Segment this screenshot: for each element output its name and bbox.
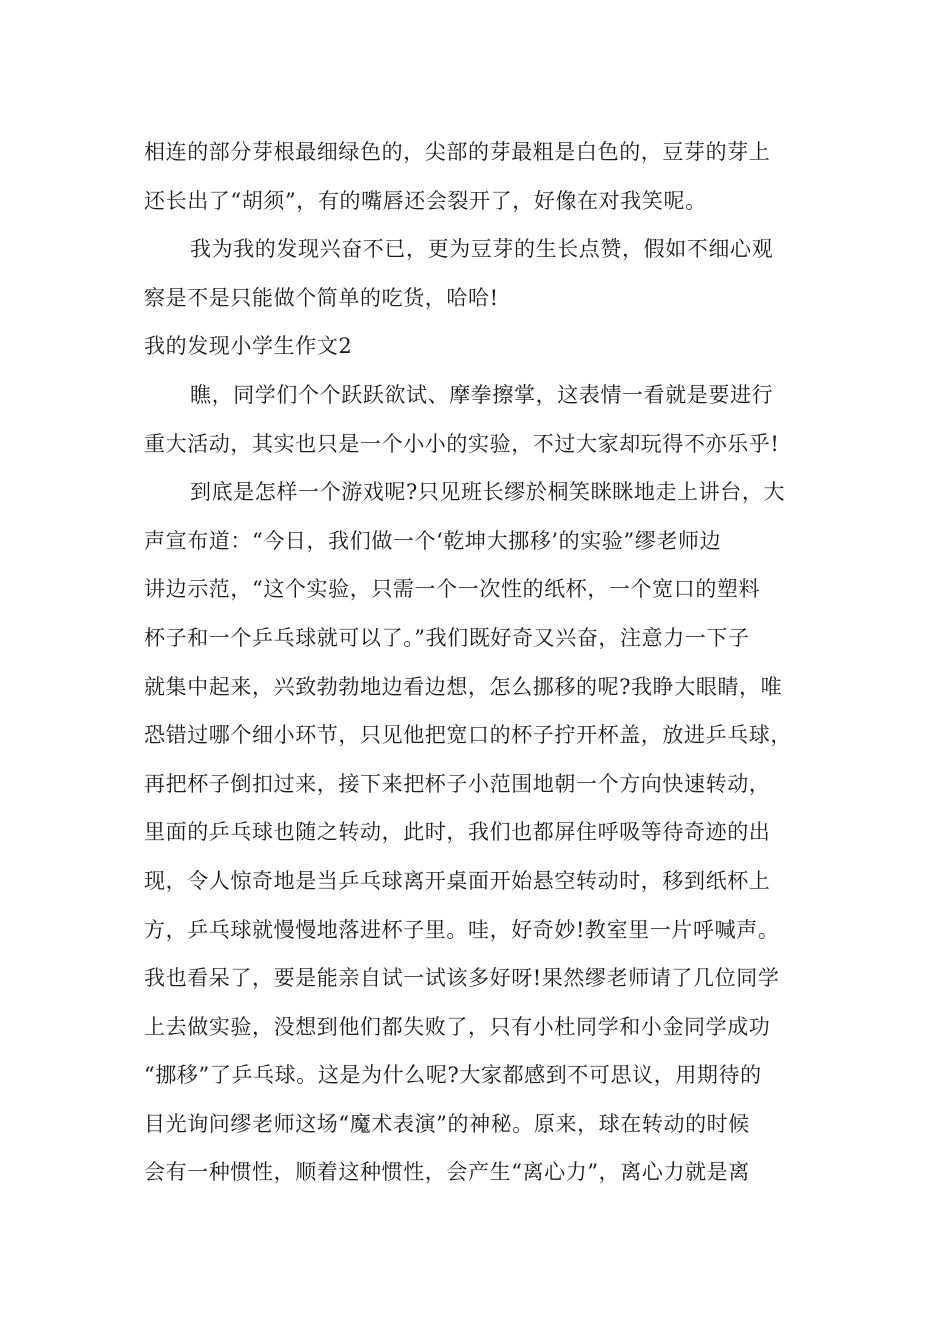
paragraph-line: “挪移”了乒乓球。这是为什么呢?大家都感到不可思议，用期待的 xyxy=(144,1063,762,1088)
paragraph-line: 就集中起来，兴致勃勃地边看边想，怎么挪移的呢?我睁大眼睛，唯 xyxy=(144,674,783,699)
paragraph-line: 现，令人惊奇地是当乒乓球离开桌面开始悬空转动时，移到纸杯上 xyxy=(144,868,771,893)
paragraph-line: 再把杯子倒扣过来，接下来把杯子小范围地朝一个方向快速转动， xyxy=(144,771,771,796)
paragraph-line: 杯子和一个乒乓球就可以了。”我们既好奇又兴奋，注意力一下子 xyxy=(144,625,750,650)
paragraph-line: 到底是怎样一个游戏呢?只见班长缪於桐笑眯眯地走上讲台，大 xyxy=(190,480,786,505)
essay-text xyxy=(144,128,824,1197)
paragraph-line: 讲边示范，“这个实验，只需一个一次性的纸杯，一个宽口的塑料 xyxy=(144,577,761,602)
paragraph-line: 恐错过哪个细小环节，只见他把宽口的杯子拧开杯盖，放进乒乓球， xyxy=(144,723,792,748)
paragraph-line: 上去做实验，没想到他们都失败了，只有小杜同学和小金同学成功 xyxy=(144,1014,771,1039)
paragraph-line: 里面的乒乓球也随之转动，此时，我们也都屏住呼吸等待奇迹的出 xyxy=(144,820,771,845)
section-title: 我的发现小学生作文2 xyxy=(144,334,353,359)
paragraph-line: 重大活动，其实也只是一个小小的实验，不过大家却玩得不亦乐乎! xyxy=(144,431,780,456)
paragraph-line: 察是不是只能做个简单的吃货，哈哈! xyxy=(144,285,499,310)
paragraph-line: 还长出了“胡须”，有的嘴唇还会裂开了，好像在对我笑呢。 xyxy=(144,188,707,213)
paragraph-line: 相连的部分芽根最细绿色的，尖部的芽最粗是白色的，豆芽的芽上 xyxy=(144,140,771,164)
paragraph-line: 声宣布道：“今日，我们做一个‘乾坤大挪移’的实验”缪老师边 xyxy=(144,528,722,553)
paragraph-line: 会有一种惯性，顺着这种惯性，会产生“离心力”，离心力就是离 xyxy=(144,1160,750,1185)
paragraph-line: 方，乒乓球就慢慢地落进杯子里。哇，好奇妙!教室里一片呼喊声。 xyxy=(144,917,780,942)
paragraph-line: 目光询问缪老师这场“魔术表演”的神秘。原来，球在转动的时候 xyxy=(144,1111,750,1136)
paragraph-line: 我也看呆了，要是能亲自试一试该多好呀!果然缪老师请了几位同学 xyxy=(144,966,780,991)
paragraph-line: 瞧，同学们个个跃跃欲试、摩拳擦掌，这表情一看就是要进行 xyxy=(190,382,774,407)
paragraph-line: 我为我的发现兴奋不已，更为豆芽的生长点赞，假如不细心观 xyxy=(190,237,774,262)
